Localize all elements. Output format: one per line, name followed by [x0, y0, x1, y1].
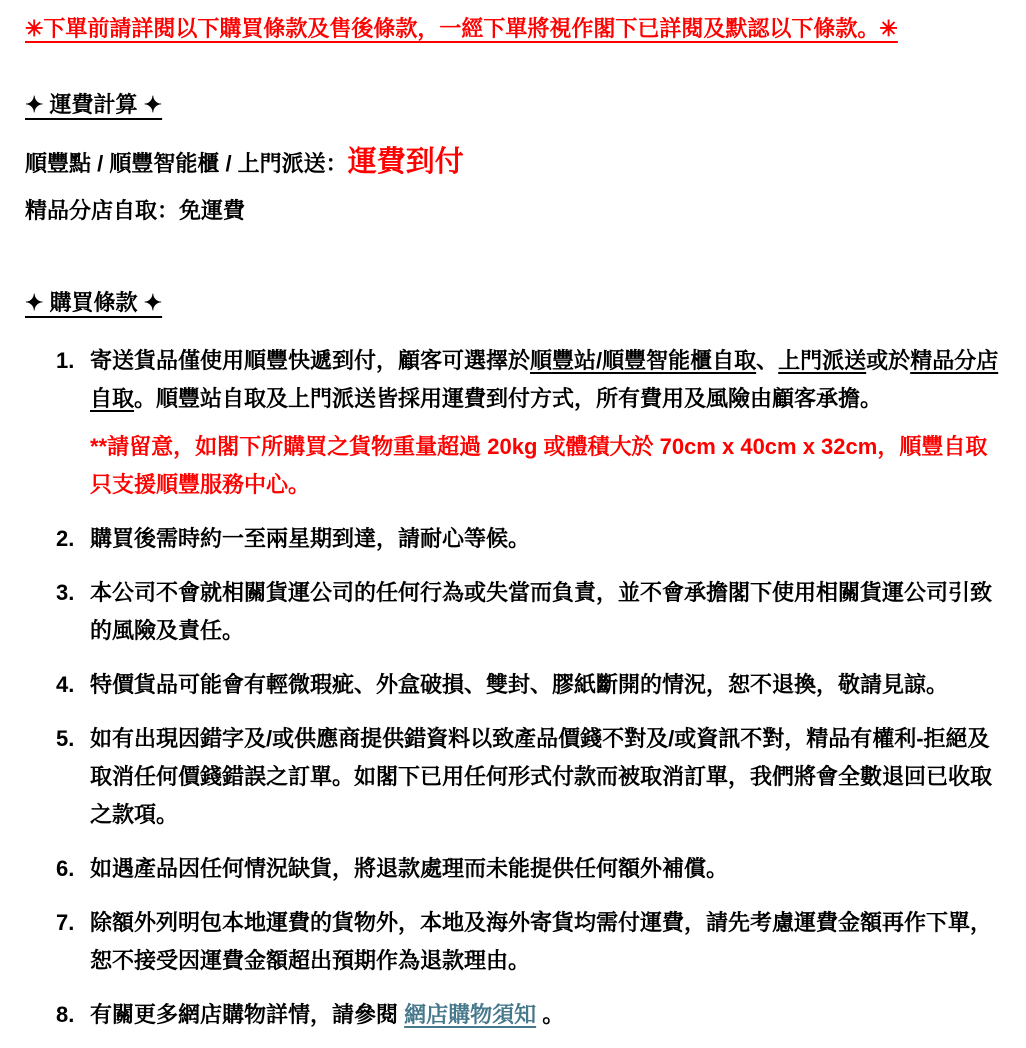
shipping-methods-label: 順豐點 / 順豐智能櫃 / 上門派送： — [25, 151, 348, 176]
store-shopping-guide-link[interactable]: 網店購物須知 — [404, 1002, 537, 1027]
terms-heading-text: ✦ 購買條款 ✦ — [25, 290, 163, 315]
term-text: 除額外列明包本地運費的貨物外，本地及海外寄貨均需付運費，請先考慮運費金額再作下單，恕不接受因運費金額超出預期作為退款理由。 — [90, 910, 993, 973]
term-number: 1. — [56, 348, 75, 373]
shipping-heading-text: ✦ 運費計算 ✦ — [25, 92, 163, 117]
term-8-suffix: 。 — [536, 1002, 565, 1027]
term-text: 如有出現因錯字及/或供應商提供錯資料以致產品價錢不對及/或資訊不對，精品有權利-拒絕及取消任何價錢錯誤之訂單。如閣下已用任何形式付款而被取消訂單，我們將會全數退回已收取之款項。 — [90, 726, 993, 827]
term-item-5 — [25, 720, 1002, 834]
term-number: 6. — [56, 856, 75, 881]
term-text: 購買後需時約一至兩星期到達，請耐心等候。 — [90, 526, 531, 551]
terms-list — [25, 342, 1002, 1034]
store-pickup-line: 精品分店自取：免運費 — [25, 198, 246, 223]
shipping-methods-line — [25, 142, 1002, 184]
term-item-4 — [25, 666, 1002, 704]
term-text: 本公司不會就相關貨運公司的任何行為或失當而負責，並不會承擔閣下使用相關貨運公司引致的風險及責任。 — [90, 580, 993, 643]
freight-collect-value: 運費到付 — [347, 146, 464, 178]
term-item-3 — [25, 574, 1002, 650]
term-number: 8. — [56, 1002, 75, 1027]
term-number: 3. — [56, 580, 75, 605]
term-text: 如遇產品因任何情況缺貨，將退款處理而未能提供任何額外補償。 — [90, 856, 729, 881]
term-number: 7. — [56, 910, 75, 935]
term-1-segment: 寄送貨品僅使用順豐快遞到付，顧客可選擇於 — [90, 348, 531, 373]
pre-order-notice-text: ✳下單前請詳閱以下購買條款及售後條款，一經下單將視作閣下已詳閱及默認以下條款。✳ — [25, 16, 898, 41]
term-1-segment: 或於 — [866, 348, 911, 373]
term-item-1 — [25, 342, 1002, 504]
term-item-2 — [25, 520, 1002, 558]
term-item-6 — [25, 850, 1002, 888]
term-number: 2. — [56, 526, 75, 551]
term-text — [90, 996, 1002, 1034]
term-number: 5. — [56, 726, 75, 751]
term-8-prefix: 有關更多網店購物詳情，請參閱 — [90, 1002, 405, 1027]
term-item-7 — [25, 904, 1002, 980]
term-number: 4. — [56, 672, 75, 697]
pickup-option-sf-station: 順豐站/順豐智能櫃自取 — [530, 348, 757, 373]
term-text: 特價貨品可能會有輕微瑕疵、外盒破損、雙封、膠紙斷開的情況，恕不退換，敬請見諒。 — [90, 672, 949, 697]
term-text — [90, 342, 1002, 504]
shipping-section-heading — [25, 90, 1002, 120]
pickup-option-store-pickup: 精品分店自取 — [90, 348, 999, 411]
weight-limit-note: **請留意，如閣下所購買之貨物重量超過 20kg 或體積大於 70cm x 40cm x 32cm，順豐自取只支援順豐服務中心。 — [90, 434, 988, 497]
pickup-option-door-delivery: 上門派送 — [778, 348, 867, 373]
term-1-segment: 。順豐站自取及上門派送皆採用運費到付方式，所有費用及風險由顧客承擔。 — [134, 386, 883, 411]
term-item-8 — [25, 996, 1002, 1034]
terms-section-heading — [25, 288, 1002, 318]
term-1-segment: 、 — [756, 348, 779, 373]
pre-order-notice — [25, 14, 1002, 44]
